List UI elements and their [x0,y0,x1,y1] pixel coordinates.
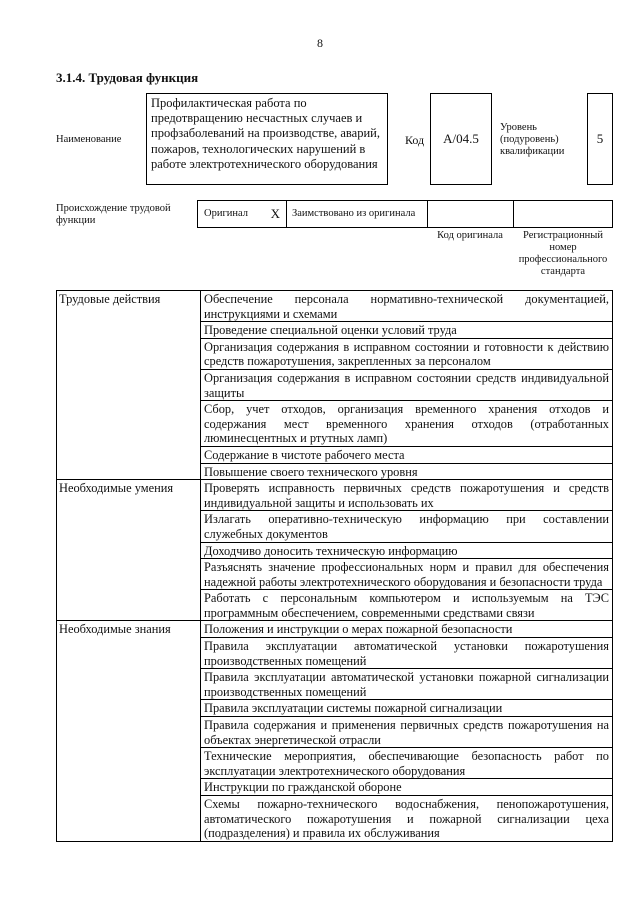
code-value: A/04.5 [430,93,492,185]
table-cell: Правила содержания и применения первичных средств пожаротушения на объектах энергетической отрасли [201,717,613,748]
origin-reg-cell [513,200,613,228]
table-cell: Излагать оперативно-техническую информацию при составлении служебных документов [201,511,613,542]
origin-original-cell [197,200,287,228]
table-cell: Работать с персональным компьютером и используемым на ТЭС программным обеспечением, современными средствами связи [201,590,613,621]
borrowed-label: Заимствовано из оригинала [292,208,416,219]
table-row [57,621,613,638]
section-title-cell: Необходимые умения [57,480,201,621]
section-title-cell: Необходимые знания [57,621,201,841]
original-mark: X [270,206,280,221]
section-title-cell: Трудовые действия [57,291,201,480]
table-row [57,291,613,322]
table-cell: Содержание в чистоте рабочего места [201,446,613,463]
reg-number-caption: Регистрационный номер профессионального стандарта [518,230,608,277]
origin-borrowed-cell [286,200,428,228]
table-cell: Правила эксплуатации автоматической установки пожаротушения производственных помещений [201,638,613,669]
table-cell: Организация содержания в исправном состоянии и готовности к действию средств пожаротушения, закрепленных за персоналом [201,338,613,369]
origin-label: Происхождение трудовой функции [56,203,171,226]
table-cell: Проведение специальной оценки условий труда [201,322,613,339]
table-cell: Правила эксплуатации автоматической установки пожарной сигнализации производственных помещений [201,669,613,700]
origin-row [197,200,613,228]
code-label: Код [405,133,425,147]
labor-function-table [56,290,613,842]
level-label: Уровень (подуровень) квалификации [500,122,565,157]
level-value: 5 [587,93,613,185]
table-cell: Организация содержания в исправном состоянии средств индивидуальной защиты [201,369,613,400]
table-cell: Разъяснять значение профессиональных норм и правил для обеспечения надежной работы электротехнического оборудования и безопасности труда [201,559,613,590]
table-cell: Обеспечение персонала нормативно-технической документацией, инструкциями и схемами [201,291,613,322]
original-label: Оригинал [204,208,248,219]
table-cell: Положения и инструкции о мерах пожарной безопасности [201,621,613,638]
table-cell: Инструкции по гражданской обороне [201,779,613,796]
table-cell: Доходчиво доносить техническую информацию [201,542,613,559]
code-original-caption: Код оригинала [437,230,503,241]
origin-code-cell [427,200,514,228]
table-cell: Технические мероприятия, обеспечивающие безопасность работ по эксплуатации электротехнического оборудования [201,748,613,779]
table-cell: Повышение своего технического уровня [201,463,613,480]
section-title: 3.1.4. Трудовая функция [56,70,199,85]
name-label: Наименование [56,134,122,145]
table-cell: Проверять исправность первичных средств пожаротушения и средств индивидуальной защиты и использовать их [201,480,613,511]
page-number: 8 [317,36,323,50]
table-cell: Схемы пожарно-технического водоснабжения, пенопожаротушения, автоматического пожаротушения и пожарной сигнализации цеха (подразделения) и правила их обслуживания [201,796,613,842]
table-cell: Сбор, учет отходов, организация временного хранения отходов и содержания мест временного хранения отходов (отработанных люминесцентных и ртутных ламп) [201,401,613,447]
table-row [57,480,613,511]
function-name-box: Профилактическая работа по предотвращению несчастных случаев и профзаболеваний на производстве, аварий, пожаров, технологических нарушений в работе электротехнического оборудования [146,93,388,185]
table-cell: Правила эксплуатации системы пожарной сигнализации [201,700,613,717]
